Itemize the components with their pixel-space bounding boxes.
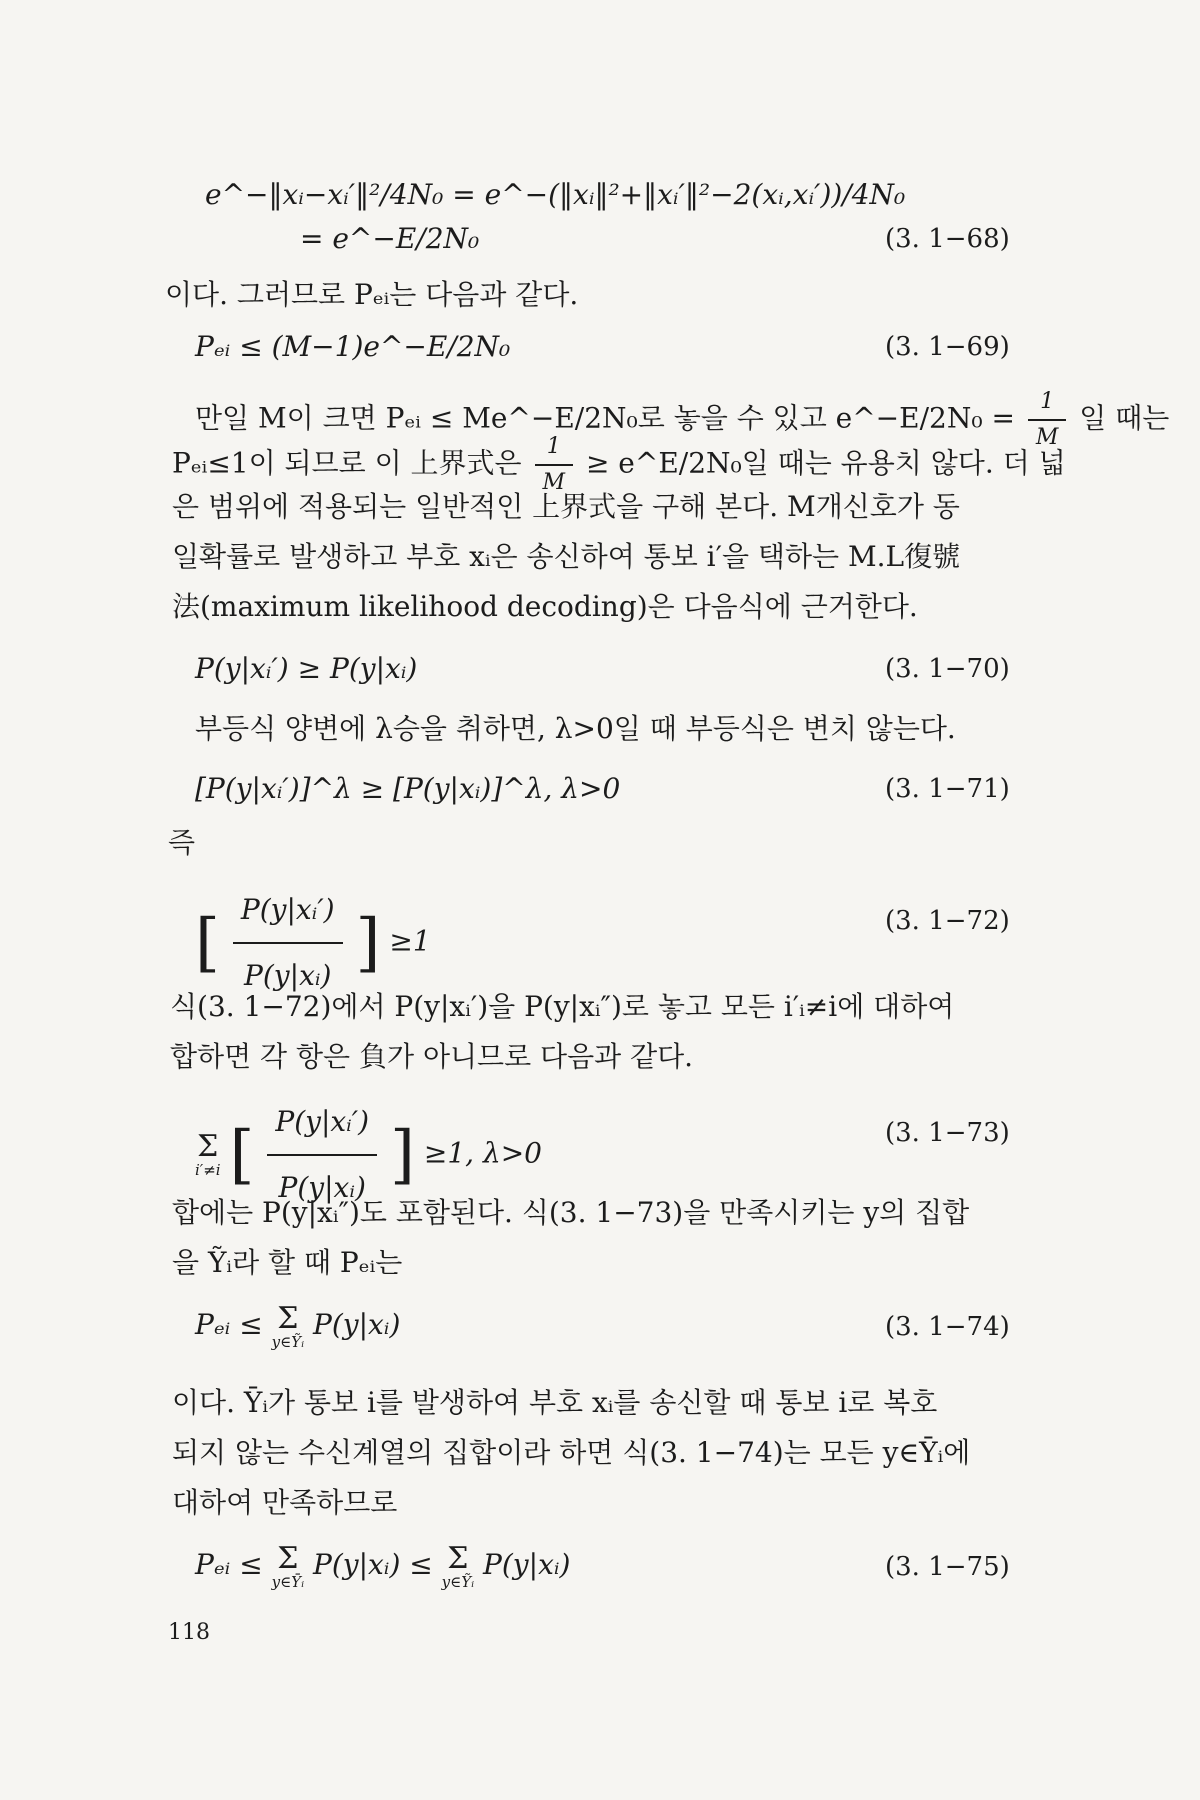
sum73-subscript: i′≠i xyxy=(195,1161,221,1179)
sigma-symbol-75b: Σ xyxy=(447,1540,469,1576)
equation-number-70: (3. 1−70) xyxy=(885,654,1010,684)
text-line-10: 합하면 각 항은 負가 아니므로 다음과 같다. xyxy=(170,1040,694,1073)
page-number: 118 xyxy=(168,1620,210,1645)
frac1-denominator: M xyxy=(1035,425,1059,450)
text-line-3a: Pₑᵢ≤1이 되므로 이 上界式은 xyxy=(172,446,522,480)
equation-number-68: (3. 1−68) xyxy=(885,224,1010,254)
eq73-tail: ≥1, λ>0 xyxy=(423,1136,542,1170)
eq73-numerator: P(y|xᵢ′) xyxy=(267,1090,377,1156)
equation-3-1-68-line1: e^−‖xᵢ−xᵢ′‖²/4N₀ = e^−(‖xᵢ‖²+‖xᵢ′‖²−2(xᵢ,xᵢ′))/4N₀ xyxy=(205,178,906,211)
summation-74 xyxy=(271,1300,305,1351)
text-line-5: 일확률로 발생하고 부호 xᵢ은 송신하여 통보 i′을 택하는 M.L復號 xyxy=(172,540,961,573)
frac2-numerator: 1 xyxy=(535,430,574,466)
fraction-72 xyxy=(233,878,343,1008)
eq74-lhs: Pₑᵢ ≤ xyxy=(195,1308,263,1341)
sigma-symbol: Σ xyxy=(197,1129,219,1164)
left-bracket: [ xyxy=(195,906,220,980)
eq74-rhs: P(y|xᵢ) xyxy=(313,1308,401,1341)
equation-3-1-68-line2: = e^−E/2N₀ xyxy=(300,222,480,255)
eq72-denominator: P(y|xᵢ) xyxy=(244,959,332,992)
text-line-15: 대하여 만족하므로 xyxy=(172,1486,398,1519)
eq73-denominator: P(y|xᵢ) xyxy=(278,1171,366,1204)
text-line-4: 은 범위에 적용되는 일반적인 上界式을 구해 본다. M개신호가 동 xyxy=(172,490,960,523)
text-line-7: 부등식 양변에 λ승을 취하면, λ>0일 때 부등식은 변치 않는다. xyxy=(195,712,956,745)
sigma-symbol-75a: Σ xyxy=(277,1540,299,1576)
sum74-subscript: y∈Ỹᵢ xyxy=(271,1332,305,1351)
summation-73 xyxy=(195,1129,221,1179)
text-line-2a: 만일 M이 크면 Pₑᵢ ≤ Me^−E/2N₀로 놓을 수 있고 e^−E/2N₀ = xyxy=(195,401,1015,435)
equation-number-71: (3. 1−71) xyxy=(885,774,1010,804)
eq72-numerator: P(y|xᵢ′) xyxy=(233,878,343,944)
equation-number-69: (3. 1−69) xyxy=(885,332,1010,362)
eq72-tail: ≥1 xyxy=(389,924,431,958)
equation-number-75: (3. 1−75) xyxy=(885,1552,1010,1582)
sum75b-subscript: y∈Ỹᵢ xyxy=(441,1572,475,1591)
eq75-lhs: Pₑᵢ ≤ xyxy=(195,1548,263,1581)
equation-3-1-70: P(y|xᵢ′) ≥ P(y|xᵢ) xyxy=(195,652,418,685)
left-bracket-73: [ xyxy=(229,1118,255,1192)
summation-75a xyxy=(271,1540,305,1591)
text-line-9: 식(3. 1−72)에서 P(y|xᵢ′)을 P(y|xᵢ″)로 놓고 모든 i′ᵢ≠i에 대하여 xyxy=(170,990,955,1023)
right-bracket-73: ] xyxy=(390,1118,415,1192)
equation-number-74: (3. 1−74) xyxy=(885,1312,1010,1342)
text-line-6: 法(maximum likelihood decoding)은 다음식에 근거한다. xyxy=(172,590,918,623)
sum75a-subscript: y∈Ȳᵢ xyxy=(271,1572,305,1591)
text-line-8: 즉 xyxy=(168,826,196,859)
equation-3-1-71: [P(y|xᵢ′)]^λ ≥ [P(y|xᵢ)]^λ, λ>0 xyxy=(195,772,621,805)
equation-number-73: (3. 1−73) xyxy=(885,1118,1010,1148)
text-line-12: 을 Ỹᵢ라 할 때 Pₑᵢ는 xyxy=(172,1246,403,1279)
text-line-3b: ≥ e^E/2N₀일 때는 유용치 않다. 더 넓 xyxy=(585,446,1066,480)
frac1-numerator: 1 xyxy=(1028,385,1067,421)
right-bracket: ] xyxy=(355,906,381,980)
equation-3-1-72 xyxy=(195,878,431,1008)
sigma-symbol-74: Σ xyxy=(277,1300,299,1336)
text-line-1: 이다. 그러므로 Pₑᵢ는 다음과 같다. xyxy=(165,278,579,311)
text-line-14: 되지 않는 수신계열의 집합이라 하면 식(3. 1−74)는 모든 y∈Ȳᵢ에 xyxy=(172,1436,971,1469)
equation-3-1-74 xyxy=(195,1300,400,1350)
summation-75b xyxy=(441,1540,475,1591)
frac2-denominator: M xyxy=(542,470,566,495)
equation-number-72: (3. 1−72) xyxy=(885,906,1010,936)
text-line-11: 합에는 P(y|xᵢ″)도 포함된다. 식(3. 1−73)을 만족시키는 y의 집합 xyxy=(172,1196,970,1229)
equation-3-1-69: Pₑᵢ ≤ (M−1)e^−E/2N₀ xyxy=(195,330,511,363)
text-line-2b: 일 때는 xyxy=(1079,401,1170,435)
text-line-13: 이다. Ȳᵢ가 통보 i를 발생하여 부호 xᵢ를 송신할 때 통보 i로 복호 xyxy=(172,1386,938,1419)
eq75-middle: P(y|xᵢ) ≤ xyxy=(313,1548,433,1581)
equation-3-1-75 xyxy=(195,1540,570,1590)
eq75-rhs: P(y|xᵢ) xyxy=(483,1548,571,1581)
